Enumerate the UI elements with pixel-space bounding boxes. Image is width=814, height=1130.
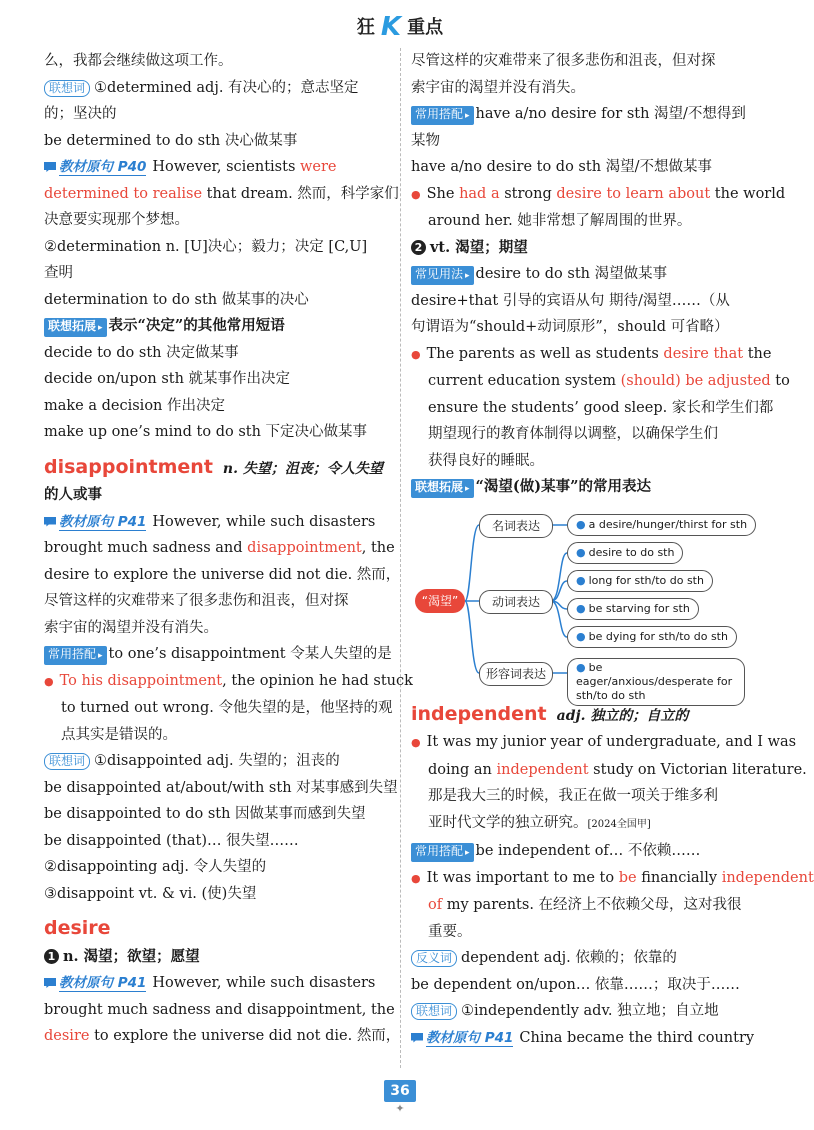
highlight-text: desire	[44, 1028, 90, 1044]
page-header	[0, 0, 800, 46]
text-line: be disappointed to do sth 因做某事而感到失望	[44, 806, 366, 822]
bullet-icon: ●	[411, 736, 421, 749]
collocation-text: be independent of… 不依赖……	[475, 843, 701, 859]
definition-text: ①disappointed adj. 失望的；沮丧的	[94, 753, 340, 769]
text-line: 重要。	[428, 923, 472, 940]
text-line	[44, 535, 395, 562]
headword-desire: desire	[44, 917, 111, 939]
text-line: 的人或事	[44, 486, 102, 503]
mindmap-leaf	[567, 570, 713, 592]
sentence-text: It was important to me to	[426, 869, 619, 886]
bullet-icon: ●	[411, 871, 421, 885]
sense-text: n. 渴望；欲望；愿望	[63, 947, 200, 965]
text-line: 某物	[411, 132, 440, 149]
mindmap-root: “渴望”	[415, 589, 465, 613]
sentence-text: my parents. 在经济上不依赖父母，这对我很	[442, 897, 742, 913]
bullet-icon: ●	[44, 674, 54, 688]
entry-headword	[44, 454, 389, 483]
highlight-text: desire to learn about	[556, 185, 711, 202]
dot-icon: ●	[576, 629, 586, 643]
sentence-text: It was my junior year of undergraduate, and I was	[426, 734, 797, 750]
sense-text: vt. 渴望；期望	[430, 238, 528, 256]
highlight-text: of	[428, 897, 443, 913]
collocation	[44, 641, 392, 668]
sense-number: 1	[44, 949, 59, 964]
tag-antonym: 反义词	[411, 950, 457, 967]
mindmap-leaf	[567, 658, 745, 706]
text-line: ②disappointing adj. 令人失望的	[44, 859, 267, 875]
text-line: 那是我大三的时候，我正在做一项关于维多利	[428, 788, 718, 804]
sense-number: 2	[411, 240, 426, 255]
text-line: 索宇宙的渴望并没有消失。	[411, 79, 585, 96]
highlight-text: independent	[721, 869, 814, 886]
text-line: 获得良好的睡眠。	[428, 452, 544, 469]
source-label: 教材原句 P41	[426, 1029, 514, 1046]
tag-collocation: 常用搭配 ▸	[411, 106, 474, 125]
text-line	[411, 757, 807, 784]
tag-collocation: 常用搭配 ▸	[44, 646, 107, 665]
definition-text: ①determined adj. 有决心的；意志坚定	[94, 79, 359, 96]
text-line: ②determination n. [U]决心；毅力；决定 [C,U]	[44, 238, 368, 255]
entry-headword	[44, 915, 389, 944]
dot-icon: ●	[576, 573, 586, 587]
headword-disappointment: disappointment	[44, 455, 213, 478]
text-line: 期望现行的教育体制得以调整，以确保学生们	[428, 426, 718, 442]
expansion-heading	[44, 313, 389, 340]
collocation-text: have a/no desire for sth 渴望/不想得到	[475, 106, 746, 122]
bullet-icon: ●	[411, 187, 421, 201]
mindmap-adj-label: 形容词表达	[479, 662, 553, 686]
highlight-text: To his disappointment	[59, 672, 223, 689]
source-icon	[44, 978, 56, 988]
leaf-text: be starving for sth	[588, 601, 690, 615]
highlight-text: determined to realise	[44, 185, 203, 202]
part-of-speech: n. 失望；沮丧；令人失望	[222, 460, 383, 477]
mindmap-leaf	[567, 598, 699, 620]
sentence-text: the	[743, 345, 772, 362]
sentence-text: She	[426, 185, 460, 202]
mindmap-leaf	[567, 514, 756, 536]
text-line	[411, 892, 756, 919]
example-sentence	[411, 181, 786, 209]
dot-icon: ●	[576, 545, 586, 559]
text-line: decide to do sth 决定做某事	[44, 344, 239, 361]
usage-text: desire to do sth 渴望做某事	[475, 266, 668, 282]
source-sentence	[411, 1025, 756, 1052]
leaf-text: be eager/anxious/desperate for sth/to do sth	[576, 660, 733, 702]
part-of-speech: adj. 独立的；自立的	[556, 707, 689, 724]
brand-left: 狂	[356, 17, 375, 38]
definition-text: dependent adj. 依赖的；依靠的	[461, 950, 677, 966]
highlight-text: be	[618, 869, 637, 886]
mindmap-leaf	[567, 626, 737, 648]
text-line: determination to do sth 做某事的决心	[44, 291, 309, 308]
sentence-text: that dream. 然而，科学家们	[202, 185, 399, 202]
sentence-text: the world	[710, 185, 786, 202]
sentence-text: However, scientists	[152, 159, 300, 175]
tag-collocation: 常用搭配 ▸	[411, 843, 474, 862]
text-line: 句谓语为“should+动词原形”，should 可省略）	[411, 319, 729, 335]
usage	[411, 261, 756, 288]
sentence-text: , the opinion he had stuck	[222, 672, 413, 689]
tag-expansion: 联想拓展 ▸	[44, 318, 107, 337]
tag-usage: 常见用法 ▸	[411, 266, 474, 285]
text-line: ③disappoint vt. & vi. (使)失望	[44, 885, 257, 902]
brand-logo	[0, 10, 800, 40]
source-icon	[44, 162, 56, 172]
source-sentence	[44, 970, 389, 997]
text-line: be dependent on/upon… 依靠……；取决于……	[411, 976, 740, 993]
sentence-text: study on Victorian literature.	[588, 761, 807, 778]
sentence-text: However, while such disasters	[152, 513, 376, 530]
sense-heading	[44, 944, 389, 971]
page-number: 36	[384, 1080, 416, 1102]
text-line: ensure the students’ good sleep. 家长和学生们都	[428, 399, 774, 416]
sentence-text: doing an	[428, 761, 497, 778]
right-column	[411, 48, 814, 1051]
highlight-text: had a	[459, 185, 500, 202]
sentence-text: China became the third country	[519, 1029, 755, 1046]
tag-related: 联想词	[44, 80, 90, 97]
text-line: to turned out wrong. 令他失望的是，他坚持的观	[61, 700, 393, 716]
bullet-icon: ●	[411, 347, 421, 361]
highlight-text: were	[300, 159, 337, 175]
text-line: 的；坚决的	[44, 106, 117, 122]
sentence-text: strong	[499, 185, 557, 202]
sentence-text: financially	[636, 869, 722, 886]
leaf-text: long for sth/to do sth	[588, 573, 704, 587]
text-line: make a decision 作出决定	[44, 397, 226, 414]
brand-k-icon: K	[380, 12, 402, 42]
example-sentence	[44, 668, 413, 696]
highlight-text: desire that	[663, 345, 744, 362]
text-line: 尽管这样的灾难带来了很多悲伤和沮丧，但对探	[411, 53, 716, 69]
related-words	[44, 748, 389, 775]
text-line: desire to explore the universe did not die. 然而，	[44, 566, 401, 583]
mindmap-noun-label: 名词表达	[479, 514, 553, 538]
sentence-text: current education system	[428, 373, 621, 389]
text-line	[44, 181, 399, 208]
text-line	[411, 810, 756, 839]
related-words	[44, 75, 389, 102]
headword-independent: independent	[411, 702, 547, 725]
text-line: 点其实是错误的。	[61, 726, 177, 743]
sentence-text: The parents as well as students	[426, 345, 664, 362]
leaf-text: desire to do sth	[588, 545, 675, 559]
text-line: 索宇宙的渴望并没有消失。	[44, 619, 218, 636]
source-label: 教材原句 P40	[59, 159, 147, 175]
highlight-text: independent	[496, 761, 589, 778]
sense-heading	[411, 235, 756, 262]
bird-icon: ✦	[395, 1102, 405, 1115]
text-line: 决意要实现那个梦想。	[44, 212, 189, 228]
highlight-text: (should) be adjusted	[620, 373, 771, 389]
definition-text: ①independently adv. 独立地；自立地	[461, 1003, 719, 1019]
text-line: 么，我都会继续做这项工作。	[44, 53, 233, 69]
example-sentence	[411, 865, 814, 893]
collocation	[411, 838, 756, 865]
source-icon	[44, 517, 56, 527]
heading-text: 表示“决定”的其他常用短语	[108, 317, 285, 334]
text-line: desire+that 引导的宾语从句 期待/渴望……（从	[411, 292, 730, 309]
mindmap-verb-label: 动词表达	[479, 590, 553, 614]
sentence-text: 亚时代文学的独立研究。	[428, 814, 588, 831]
sentence-text: brought much sadness and	[44, 540, 248, 556]
collocation-text: to one’s disappointment 令某人失望的是	[108, 646, 392, 662]
related-words	[411, 998, 756, 1025]
example-sentence	[411, 341, 772, 369]
left-column	[44, 48, 413, 1050]
text-line: make up one’s mind to do sth 下定决心做某事	[44, 424, 368, 440]
exam-source: [2024全国甲]	[587, 818, 651, 830]
tag-related: 联想词	[44, 753, 90, 770]
dot-icon: ●	[576, 601, 586, 615]
text-line: 查明	[44, 265, 73, 281]
source-label: 教材原句 P41	[59, 513, 147, 530]
sentence-text: to	[770, 373, 790, 389]
text-line: be disappointed at/about/with sth 对某事感到失望	[44, 779, 398, 796]
sentence-text: , the	[361, 540, 395, 556]
example-sentence	[411, 729, 797, 757]
dot-icon: ●	[576, 517, 586, 531]
text-line: around her. 她非常想了解周围的世界。	[428, 213, 692, 229]
text-line	[44, 1023, 401, 1050]
tag-expansion: 联想拓展 ▸	[411, 479, 474, 498]
expansion-heading	[411, 474, 756, 501]
mindmap-desire	[411, 505, 756, 702]
text-line	[411, 368, 790, 395]
sentence-text: However, while such disasters	[152, 975, 376, 991]
tag-related: 联想词	[411, 1003, 457, 1020]
source-icon	[411, 1033, 423, 1043]
text-line: 尽管这样的灾难带来了很多悲伤和沮丧，但对探	[44, 593, 349, 609]
leaf-text: a desire/hunger/thirst for sth	[588, 517, 748, 531]
text-line: be determined to do sth 决心做某事	[44, 132, 298, 149]
dot-icon: ●	[576, 660, 586, 674]
source-sentence	[44, 509, 389, 536]
leaf-text: be dying for sth/to do sth	[588, 629, 728, 643]
column-divider	[400, 48, 401, 1068]
heading-text: “渴望(做)某事”的常用表达	[475, 478, 651, 495]
collocation	[411, 101, 756, 128]
source-sentence	[44, 154, 389, 181]
sentence-text: to explore the universe did not die. 然而，	[89, 1028, 401, 1044]
source-label: 教材原句 P41	[59, 975, 147, 991]
text-line: be disappointed (that)… 很失望……	[44, 832, 299, 849]
antonym	[411, 945, 756, 972]
text-line: brought much sadness and disappointment, the	[44, 1001, 395, 1018]
brand-right: 重点	[407, 17, 444, 38]
text-line: decide on/upon sth 就某事作出决定	[44, 371, 291, 387]
highlight-text: disappointment	[247, 540, 362, 556]
text-line: have a/no desire to do sth 渴望/不想做某事	[411, 159, 713, 175]
mindmap-leaf	[567, 542, 683, 564]
